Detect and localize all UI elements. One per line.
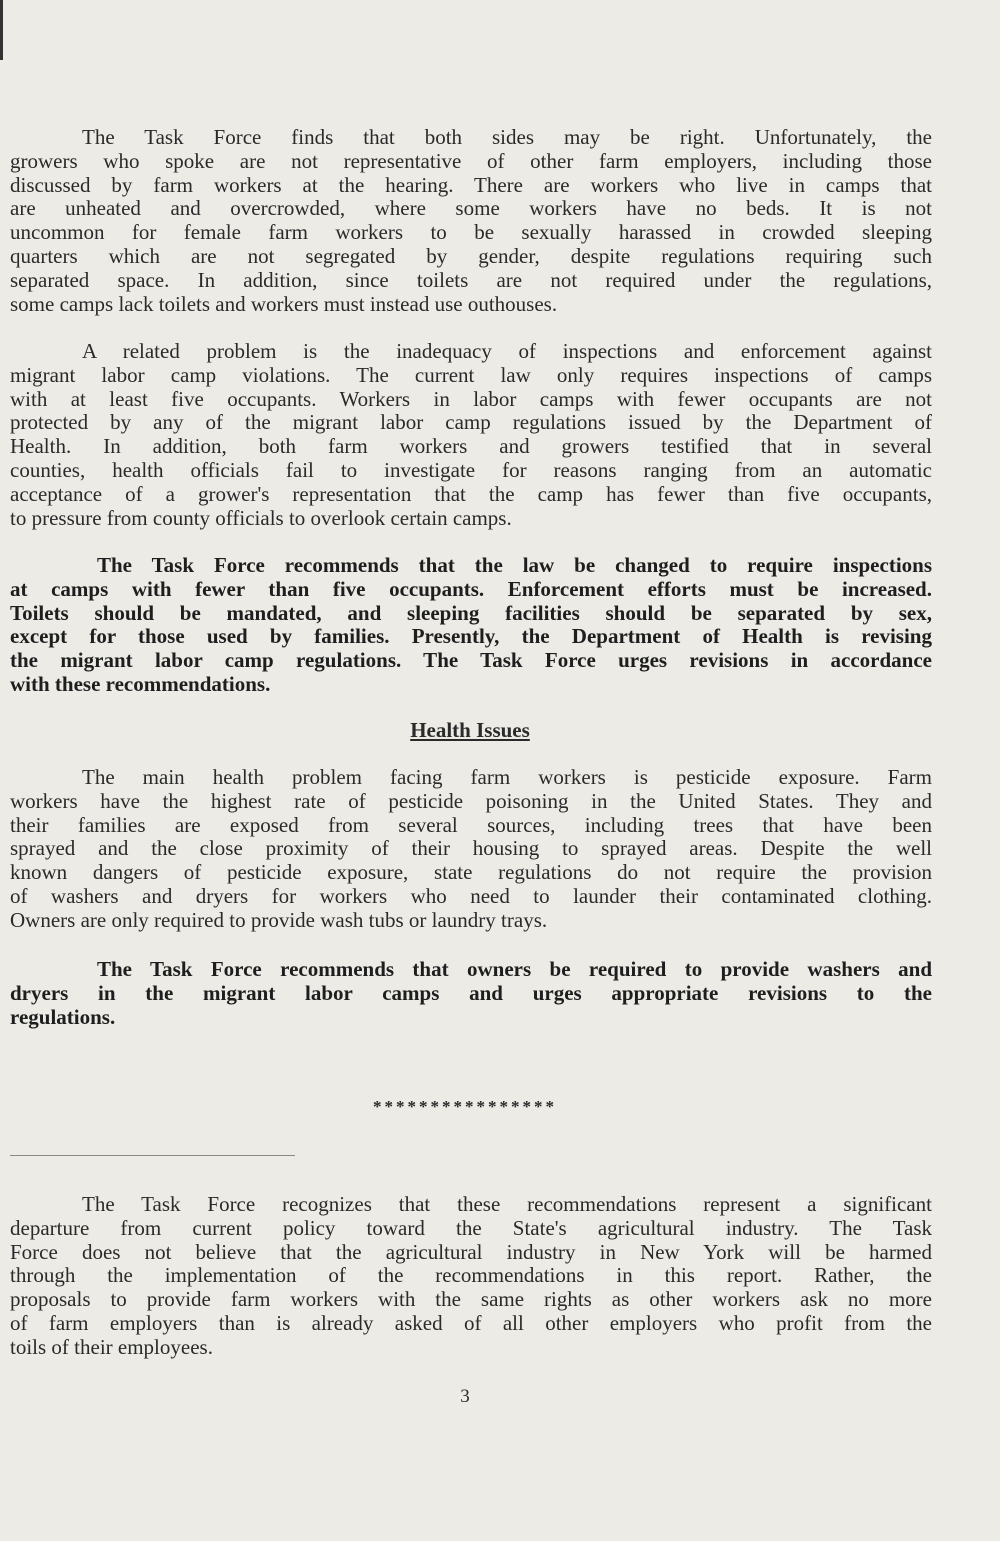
- paragraph-camp-conditions: [10, 126, 932, 316]
- text-line: counties, health officials fail to investigate for reasons ranging from an automatic: [10, 457, 932, 482]
- text-line: at camps with fewer than five occupants. Enforcement efforts must be increased.: [10, 576, 932, 601]
- text-line: workers have the highest rate of pesticide poisoning in the United States. They and: [10, 788, 932, 813]
- text-line: Health. In addition, both farm workers and growers testified that in several: [10, 434, 932, 459]
- text-line: some camps lack toilets and workers must instead use outhouses.: [10, 291, 558, 316]
- paragraph-inspections: [10, 340, 932, 530]
- paragraph-conclusion: [10, 1193, 932, 1360]
- text-line: with these recommendations.: [10, 671, 271, 696]
- footnote-rule: [10, 1155, 295, 1156]
- text-line: The Task Force recognizes that these recommendations represent a significant: [82, 1192, 932, 1216]
- text-line: The Task Force recommends that owners be required to provide washers and: [97, 957, 932, 981]
- text-line: proposals to provide farm workers with the same rights as other workers ask no more: [10, 1287, 932, 1312]
- section-heading: Health Issues: [410, 718, 530, 742]
- text-line: migrant labor camp violations. The current law only requires inspections of camps: [10, 362, 932, 387]
- page-number: 3: [460, 1386, 470, 1407]
- text-line: A related problem is the inadequacy of inspections and enforcement against: [82, 339, 932, 363]
- text-line: Owners are only required to provide wash tubs or laundry trays.: [10, 907, 548, 932]
- paragraph-pesticide: [10, 766, 932, 933]
- text-line: with at least five occupants. Workers in labor camps with fewer occupants are not: [10, 386, 932, 411]
- text-line: The Task Force recommends that the law be changed to require inspections: [97, 553, 932, 577]
- text-line: known dangers of pesticide exposure, state regulations do not require the provision: [10, 860, 932, 885]
- text-line: are unheated and overcrowded, where some workers have no beds. It is not: [10, 196, 932, 221]
- text-line: through the implementation of the recommendations in this report. Rather, the: [10, 1263, 932, 1288]
- text-line: The main health problem facing farm workers is pesticide exposure. Farm: [82, 765, 932, 789]
- text-line: The Task Force finds that both sides may be right. Unfortunately, the: [82, 125, 932, 149]
- text-line: discussed by farm workers at the hearing. There are workers who live in camps that: [10, 172, 932, 197]
- text-line: separated space. In addition, since toilets are not required under the regulations,: [10, 267, 932, 292]
- section-separator: ****************: [373, 1097, 557, 1116]
- text-line: of washers and dryers for workers who need to launder their contaminated clothing.: [10, 883, 932, 908]
- text-line: sprayed and the close proximity of their housing to sprayed areas. Despite the well: [10, 836, 932, 861]
- text-line: dryers in the migrant labor camps and urges appropriate revisions to the: [10, 980, 932, 1005]
- text-line: their families are exposed from several sources, including trees that have been: [10, 812, 932, 837]
- text-line: uncommon for female farm workers to be sexually harassed in crowded sleeping: [10, 220, 932, 245]
- text-line: Force does not believe that the agricultural industry in New York will be harmed: [10, 1239, 932, 1264]
- text-line: acceptance of a grower's representation that the camp has fewer than five occupants,: [10, 481, 932, 506]
- text-line: growers who spoke are not representative of other farm employers, including those: [10, 148, 932, 173]
- text-line: to pressure from county officials to overlook certain camps.: [10, 505, 512, 530]
- text-line: protected by any of the migrant labor camp regulations issued by the Department of: [10, 410, 932, 435]
- scan-edge: [0, 0, 3, 60]
- paragraph-recommendation-inspections: [10, 554, 932, 697]
- text-line: the migrant labor camp regulations. The Task Force urges revisions in accordance: [10, 648, 932, 673]
- text-line: regulations.: [10, 1004, 116, 1029]
- text-line: departure from current policy toward the State's agricultural industry. The Task: [10, 1215, 932, 1240]
- paragraph-recommendation-washers: [10, 958, 932, 1029]
- text-line: toils of their employees.: [10, 1334, 213, 1359]
- text-line: of farm employers than is already asked of all other employers who profit from the: [10, 1310, 932, 1335]
- text-line: quarters which are not segregated by gender, despite regulations requiring such: [10, 243, 932, 268]
- text-line: Toilets should be mandated, and sleeping facilities should be separated by sex,: [10, 600, 932, 625]
- text-line: except for those used by families. Presently, the Department of Health is revising: [10, 624, 932, 649]
